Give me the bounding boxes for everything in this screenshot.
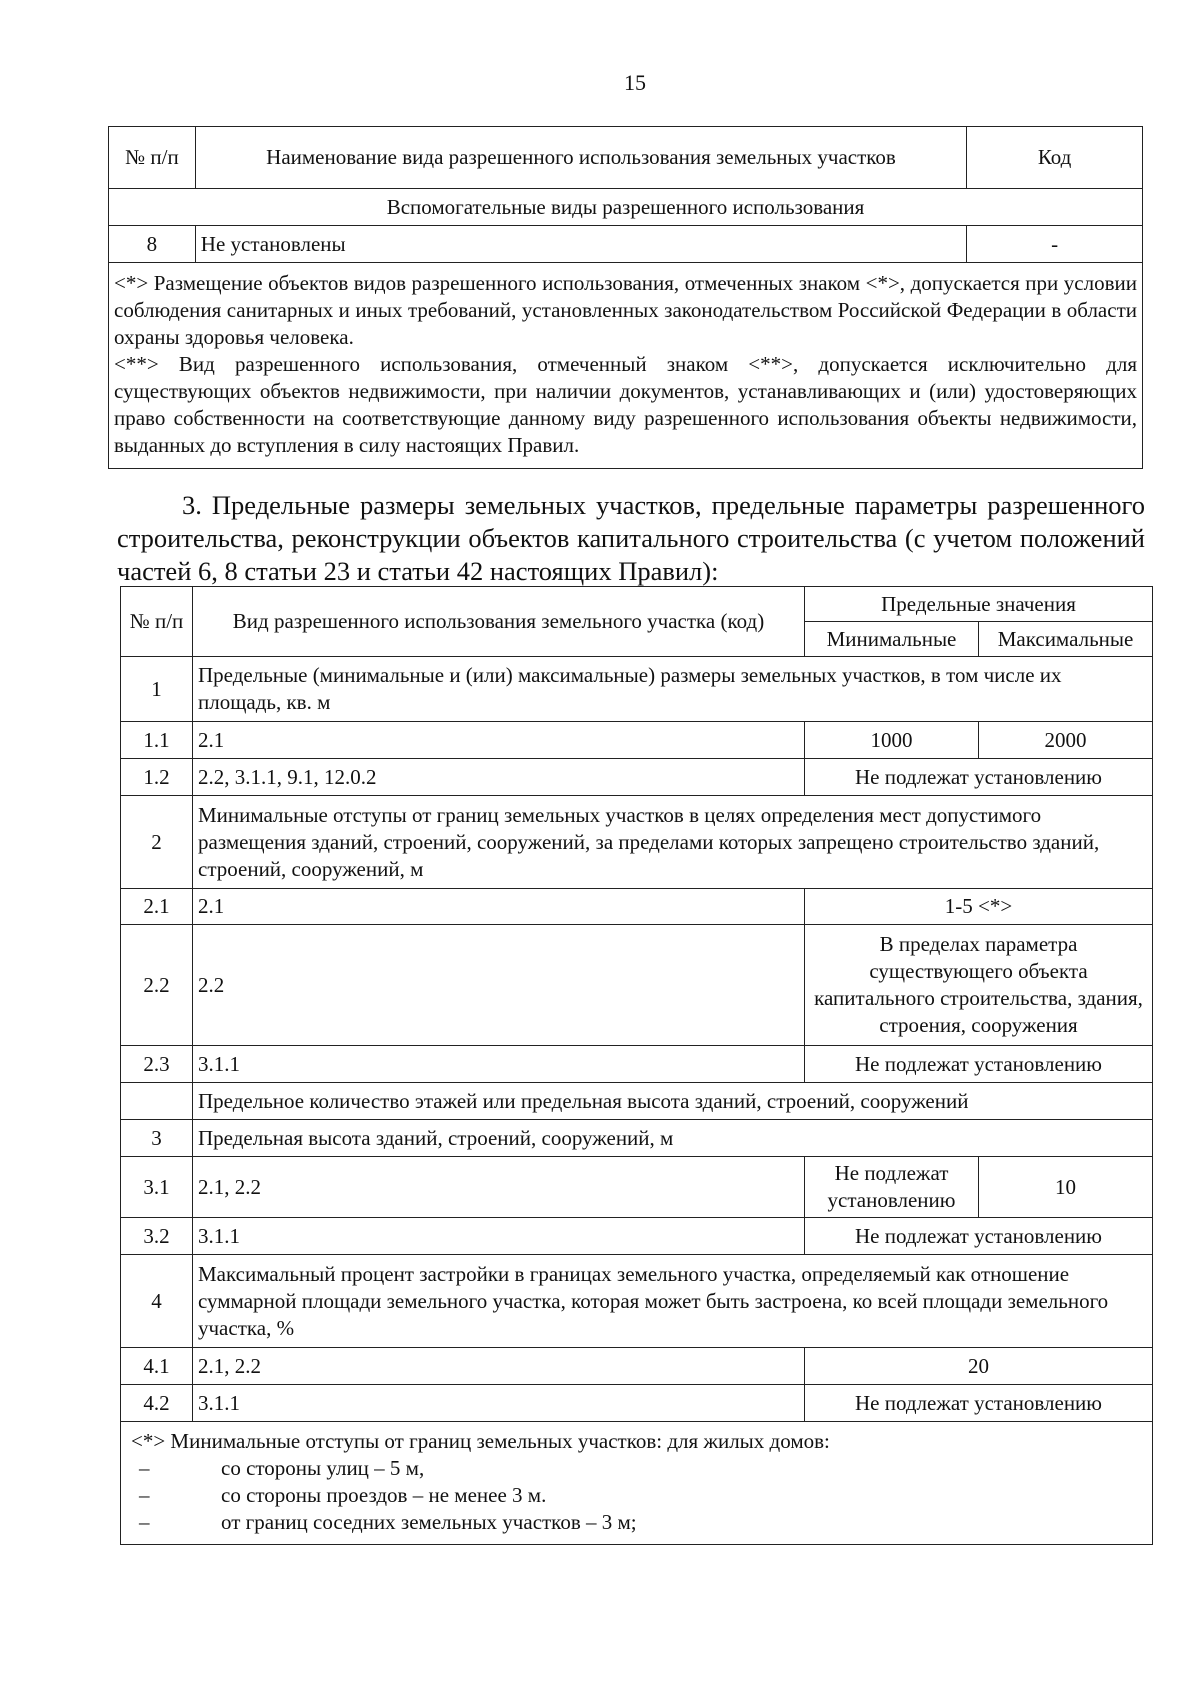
row-num: 4	[121, 1255, 193, 1348]
row-max: 10	[979, 1157, 1153, 1218]
table-row	[121, 1046, 1153, 1083]
table-row	[121, 759, 1153, 796]
dash-marker: –	[139, 1483, 150, 1507]
table-row	[121, 889, 1153, 925]
row-code: 3.1.1	[193, 1218, 805, 1255]
row-num-empty	[121, 1083, 193, 1120]
note-double-star: <**> Вид разрешенного использования, отмеченный знаком <**>, допускается исключительно для существующих объектов недвижимости, при наличии документов, устанавливающих и (или) удостоверяющих право собственности на соответствующие данному виду разрешенного использования объекты недвижимости, выданных до вступления в силу настоящих Правил.	[114, 352, 1137, 457]
table-row	[121, 1120, 1153, 1157]
table-row	[121, 1385, 1153, 1422]
footnote-item	[131, 1509, 1142, 1536]
row-code: -	[967, 226, 1143, 263]
footnote-item-text: со стороны улиц – 5 м,	[221, 1456, 425, 1480]
table-row	[121, 1218, 1153, 1255]
row-num: 3.2	[121, 1218, 193, 1255]
dash-marker: –	[139, 1456, 150, 1480]
row-num: 4.2	[121, 1385, 193, 1422]
row-value: В пределах параметра существующего объекта капитального строительства, здания, строения, сооружения	[805, 925, 1153, 1046]
header-max: Максимальные	[979, 622, 1153, 657]
row-value: 20	[805, 1348, 1153, 1385]
footnote-row	[121, 1422, 1153, 1545]
table-row	[121, 1255, 1153, 1348]
row-num: 1.1	[121, 722, 193, 759]
note-single-star: <*> Размещение объектов видов разрешенного использования, отмеченных знаком <*>, допускается при условии соблюдения санитарных и иных требований, установленных законодательством Российской Федерации в области охраны здоровья человека.	[114, 271, 1137, 349]
row-num: 4.1	[121, 1348, 193, 1385]
row-text: Предельное количество этажей или предельная высота зданий, строений, сооружений	[193, 1083, 1153, 1120]
row-value: Не подлежат установлению	[805, 759, 1153, 796]
row-code: 2.2	[193, 925, 805, 1046]
row-text: Предельные (минимальные и (или) максимальные) размеры земельных участков, в том числе их площадь, кв. м	[193, 657, 1153, 722]
table-row	[121, 722, 1153, 759]
table-row	[121, 796, 1153, 889]
table-row	[109, 226, 1143, 263]
row-num: 8	[109, 226, 196, 263]
row-code: 2.2, 3.1.1, 9.1, 12.0.2	[193, 759, 805, 796]
header-name: Наименование вида разрешенного использования земельных участков	[195, 127, 966, 189]
notes-cell	[109, 263, 1143, 469]
row-value: Не подлежат установлению	[805, 1218, 1153, 1255]
row-num: 3.1	[121, 1157, 193, 1218]
row-text: Минимальные отступы от границ земельных участков в целях определения мест допустимого размещения зданий, строений, сооружений, за пределами которых запрещено строительство зданий, строений, сооружений, м	[193, 796, 1153, 889]
footnote-intro: <*> Минимальные отступы от границ земельных участков: для жилых домов:	[131, 1429, 830, 1453]
footnote-cell	[121, 1422, 1153, 1545]
header-use: Вид разрешенного использования земельного участка (код)	[193, 587, 805, 657]
table-row	[121, 1157, 1153, 1218]
footnote-item	[131, 1482, 1142, 1509]
table-row	[121, 925, 1153, 1046]
table-header-row	[109, 127, 1143, 189]
row-num: 2	[121, 796, 193, 889]
row-num: 1	[121, 657, 193, 722]
section-heading: 3. Предельные размеры земельных участков, предельные параметры разрешенного строительства, реконструкции объектов капитального строительства (с учетом положений частей 6, 8 статьи 23 и статьи 42 настоящих Правил):	[117, 490, 1145, 586]
footnote-item	[131, 1455, 1142, 1482]
row-code: 2.1, 2.2	[193, 1348, 805, 1385]
table-row	[121, 1083, 1153, 1120]
row-text: Максимальный процент застройки в границах земельного участка, определяемый как отношение суммарной площади земельного участка, которая может быть застроена, ко всей площади земельного участка, %	[193, 1255, 1153, 1348]
row-value: Не подлежат установлению	[805, 1046, 1153, 1083]
page-number: 15	[624, 70, 646, 95]
header-limits: Предельные значения	[805, 587, 1153, 622]
section-row	[109, 189, 1143, 226]
header-num: № п/п	[121, 587, 193, 657]
permitted-use-table	[108, 126, 1143, 469]
header-num: № п/п	[109, 127, 196, 189]
table-row	[121, 1348, 1153, 1385]
row-num: 2.3	[121, 1046, 193, 1083]
row-code: 2.1, 2.2	[193, 1157, 805, 1218]
row-num: 1.2	[121, 759, 193, 796]
row-num: 2.1	[121, 889, 193, 925]
header-code: Код	[967, 127, 1143, 189]
row-min: Не подлежат установлению	[805, 1157, 979, 1218]
table-row	[121, 657, 1153, 722]
row-max: 2000	[979, 722, 1153, 759]
footnote-item-text: со стороны проездов – не менее 3 м.	[221, 1483, 547, 1507]
section-title: Вспомогательные виды разрешенного использования	[109, 189, 1143, 226]
row-num: 2.2	[121, 925, 193, 1046]
table-header-row	[121, 587, 1153, 622]
limits-table	[120, 586, 1153, 1545]
dash-marker: –	[139, 1510, 150, 1534]
row-name: Не установлены	[195, 226, 966, 263]
row-code: 2.1	[193, 722, 805, 759]
footnote-item-text: от границ соседних земельных участков – 3 м;	[221, 1510, 637, 1534]
row-num: 3	[121, 1120, 193, 1157]
row-code: 2.1	[193, 889, 805, 925]
row-value: Не подлежат установлению	[805, 1385, 1153, 1422]
header-min: Минимальные	[805, 622, 979, 657]
row-text: Предельная высота зданий, строений, сооружений, м	[193, 1120, 1153, 1157]
notes-row	[109, 263, 1143, 469]
row-value: 1-5 <*>	[805, 889, 1153, 925]
row-code: 3.1.1	[193, 1385, 805, 1422]
row-code: 3.1.1	[193, 1046, 805, 1083]
row-min: 1000	[805, 722, 979, 759]
